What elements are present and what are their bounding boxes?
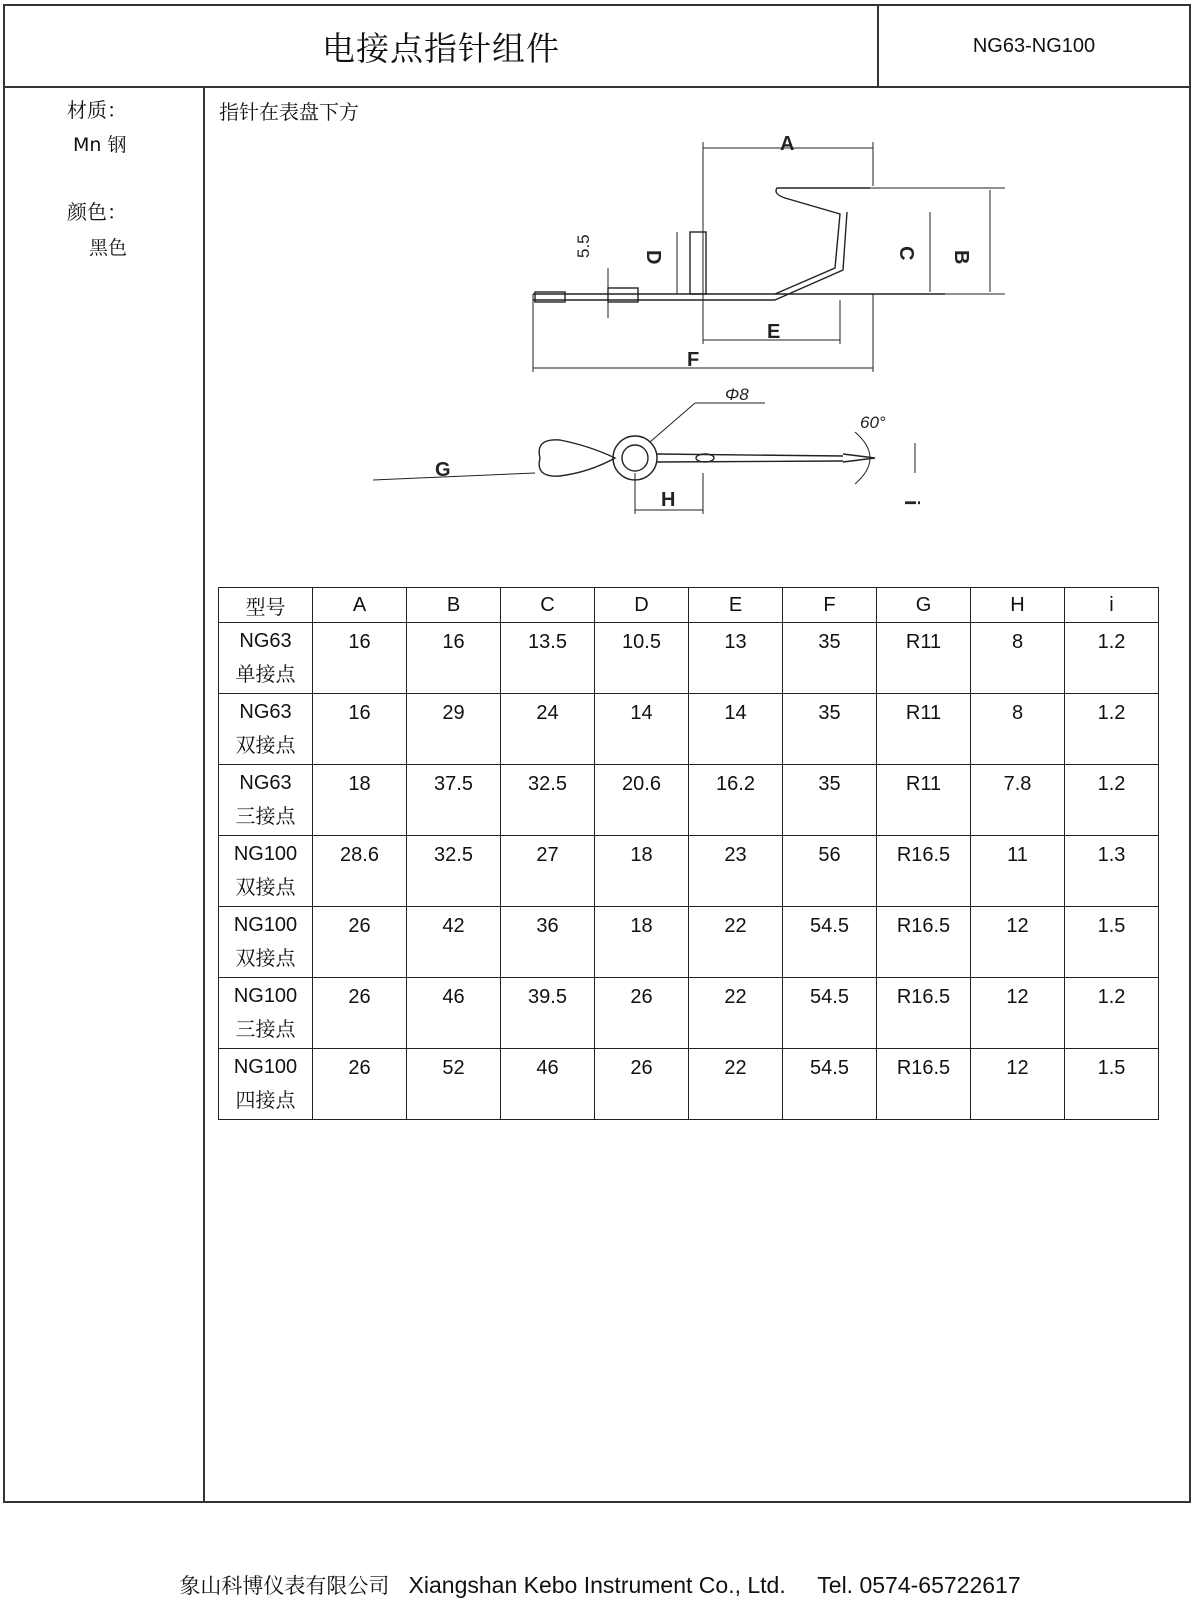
header: [5, 6, 1189, 88]
value-cell: R11: [877, 765, 971, 836]
value-cell: 8: [971, 694, 1065, 765]
value-cell: 16: [313, 694, 407, 765]
value-cell: 16.2: [689, 765, 783, 836]
header-cell-e: E: [689, 588, 783, 623]
value-cell: 26: [313, 1049, 407, 1120]
value-cell: 28.6: [313, 836, 407, 907]
header-cell-d: D: [595, 588, 689, 623]
company-tel: Tel. 0574-65722617: [817, 1572, 1021, 1598]
value-cell: 18: [313, 765, 407, 836]
value-cell: 1.2: [1065, 765, 1159, 836]
model-cell: [219, 907, 313, 978]
value-cell: 12: [971, 978, 1065, 1049]
value-cell: 37.5: [407, 765, 501, 836]
material-value: Mn 钢: [73, 134, 127, 156]
value-cell: 20.6: [595, 765, 689, 836]
dim-label-e: E: [767, 321, 781, 343]
contact-type: 双接点: [235, 946, 296, 970]
value-cell: 16: [313, 623, 407, 694]
table-row: [219, 694, 1159, 765]
value-cell: 22: [689, 907, 783, 978]
value-cell: 1.3: [1065, 836, 1159, 907]
model-cell: [219, 978, 313, 1049]
sidebar: [5, 88, 205, 1501]
dim-label-f: F: [687, 349, 700, 371]
value-cell: 13.5: [501, 623, 595, 694]
value-cell: 22: [689, 978, 783, 1049]
contact-type: 单接点: [235, 662, 296, 686]
header-cell-h: H: [971, 588, 1065, 623]
value-cell: 35: [783, 623, 877, 694]
model-code: NG100: [233, 843, 298, 865]
value-cell: 26: [313, 907, 407, 978]
contact-type: 三接点: [235, 804, 296, 828]
value-cell: R11: [877, 694, 971, 765]
table-row: [219, 623, 1159, 694]
value-cell: R16.5: [877, 907, 971, 978]
model-cell: [219, 694, 313, 765]
value-cell: 1.5: [1065, 907, 1159, 978]
dim-label-dia8: Φ8: [725, 385, 749, 404]
header-cell-i: i: [1065, 588, 1159, 623]
contact-type: 双接点: [235, 733, 296, 757]
value-cell: 16: [407, 623, 501, 694]
company-name-en: Xiangshan Kebo Instrument Co., Ltd.: [408, 1572, 786, 1598]
top-view: [373, 403, 915, 514]
header-cell-model: 型号: [219, 588, 313, 623]
model-code: NG63: [239, 630, 292, 652]
table-row: [219, 836, 1159, 907]
value-cell: 10.5: [595, 623, 689, 694]
color-label: 颜色：: [67, 200, 127, 224]
value-cell: 39.5: [501, 978, 595, 1049]
header-cell-g: G: [877, 588, 971, 623]
value-cell: 54.5: [783, 907, 877, 978]
model-cell: [219, 623, 313, 694]
value-cell: 18: [595, 907, 689, 978]
value-cell: 26: [595, 978, 689, 1049]
header-cell-c: C: [501, 588, 595, 623]
value-cell: 18: [595, 836, 689, 907]
value-cell: 27: [501, 836, 595, 907]
table-header-row: [219, 588, 1159, 623]
dim-label-d: D: [642, 250, 664, 265]
table-row: [219, 1049, 1159, 1120]
value-cell: 36: [501, 907, 595, 978]
value-cell: 32.5: [407, 836, 501, 907]
value-cell: 1.5: [1065, 1049, 1159, 1120]
value-cell: 26: [313, 978, 407, 1049]
model-code: NG63: [239, 701, 292, 723]
value-cell: 12: [971, 1049, 1065, 1120]
model-code: NG100: [233, 914, 298, 936]
dim-label-5-5: 5.5: [574, 234, 593, 258]
header-cell-a: A: [313, 588, 407, 623]
value-cell: 13: [689, 623, 783, 694]
dim-label-a: A: [780, 133, 795, 155]
value-cell: 14: [595, 694, 689, 765]
value-cell: 32.5: [501, 765, 595, 836]
contact-type: 双接点: [235, 875, 296, 899]
dim-label-c: C: [895, 246, 917, 261]
value-cell: R16.5: [877, 836, 971, 907]
spec-table: [218, 587, 1159, 1120]
value-cell: 26: [595, 1049, 689, 1120]
value-cell: 14: [689, 694, 783, 765]
dim-label-angle: 60°: [860, 413, 886, 432]
material-label: 材质：: [67, 98, 127, 122]
value-cell: 54.5: [783, 978, 877, 1049]
model-cell: [219, 836, 313, 907]
dim-label-i: i: [900, 500, 922, 506]
value-cell: 1.2: [1065, 694, 1159, 765]
value-cell: 54.5: [783, 1049, 877, 1120]
model-cell: [219, 765, 313, 836]
value-cell: R16.5: [877, 1049, 971, 1120]
model-code: NG100: [233, 1056, 298, 1078]
dim-label-h: H: [661, 489, 676, 511]
value-cell: 35: [783, 765, 877, 836]
table-row: [219, 978, 1159, 1049]
model-code: NG100: [233, 985, 298, 1007]
value-cell: 1.2: [1065, 623, 1159, 694]
value-cell: 42: [407, 907, 501, 978]
value-cell: 46: [501, 1049, 595, 1120]
value-cell: 23: [689, 836, 783, 907]
model-code: NG63: [239, 772, 292, 794]
value-cell: 35: [783, 694, 877, 765]
technical-drawing: [365, 128, 972, 578]
value-cell: 1.2: [1065, 978, 1159, 1049]
table-row: [219, 907, 1159, 978]
value-cell: 24: [501, 694, 595, 765]
header-cell-f: F: [783, 588, 877, 623]
pointer-note: 指针在表盘下方: [219, 100, 359, 124]
model-range: NG63-NG100: [972, 34, 1096, 57]
footer: [0, 1570, 1200, 1600]
document-frame: [3, 4, 1191, 1503]
content-area: [205, 88, 1189, 1501]
model-cell: [219, 1049, 313, 1120]
page-title: 电接点指针组件: [5, 6, 879, 86]
value-cell: R11: [877, 623, 971, 694]
value-cell: 8: [971, 623, 1065, 694]
company-name-cn: 象山科博仪表有限公司: [179, 1574, 390, 1598]
contact-type: 四接点: [235, 1088, 296, 1112]
header-cell-b: B: [407, 588, 501, 623]
value-cell: 22: [689, 1049, 783, 1120]
value-cell: 7.8: [971, 765, 1065, 836]
value-cell: 29: [407, 694, 501, 765]
value-cell: R16.5: [877, 978, 971, 1049]
dim-label-g: G: [435, 459, 451, 481]
value-cell: 11: [971, 836, 1065, 907]
color-value: 黑色: [89, 237, 128, 259]
dim-label-b: B: [950, 250, 972, 265]
value-cell: 52: [407, 1049, 501, 1120]
value-cell: 56: [783, 836, 877, 907]
value-cell: 46: [407, 978, 501, 1049]
contact-type: 三接点: [235, 1017, 296, 1041]
table-row: [219, 765, 1159, 836]
value-cell: 12: [971, 907, 1065, 978]
